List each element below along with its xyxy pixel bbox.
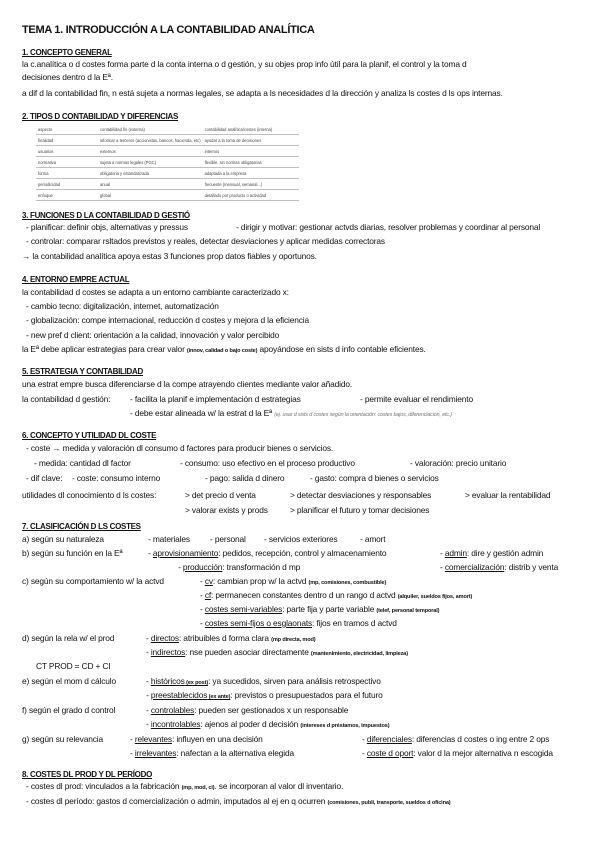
table-cell: frecuente (mensual, semanal...) [203,179,299,190]
bullet-line: - permite evaluar el rendimiento [360,394,473,404]
list-item: - preestablecidos (ex ante): previstos o presupuestados para el futuro [146,690,383,700]
bullet-line: - dif clave: [26,473,63,483]
bullet-line: - valoración: precio unitario [410,458,507,468]
table-cell: sujeta a normas legales (PGC) [98,157,203,168]
list-item: - servicios exteriores [264,534,338,544]
bullet-line: > evaluar la rentabilidad [465,490,551,500]
table-cell: flexible, sin normas obligatorias [203,157,299,168]
paragraph-line: la c.analítica o d costes forma parte d la conta interna o d gestión, y su objes prop info útil para la planif, el control y la toma d [22,59,467,69]
list-item: - costes semi-fijos o esglaonats: fijos en tramos d actvd [200,618,397,628]
list-item: - diferenciales: diferencias d costes o ing entre 2 ops [362,734,550,744]
classification-label: d) según la rela w/ el prod [22,633,115,643]
bullet-line: - new pref d client: orientación a la calidad, innovación y valor percibido [26,330,280,340]
bullet-line: > det precio d venta [185,490,256,500]
table-cell: externos [98,146,203,157]
classification-label: e) según el mom d cálculo [22,676,117,686]
table-cell: global [98,190,203,201]
page-title: TEMA 1. INTRODUCCIÓN A LA CONTABILIDAD ANALÍTICA [22,24,315,36]
list-item: - comercialización: distrib y venta [440,562,559,572]
list-item: - admin: dire y gestión admin [440,548,544,558]
table-cell: contabilidad analítica/costes (interna) [203,124,299,135]
list-item: - cv: cambian prop w/ la actvd (mp, comisiones, combustible) [200,576,387,586]
bullet-line: - pago: salida d dinero [205,473,285,483]
classification-label: g) según su relevancia [22,734,103,744]
table-cell: anual [98,179,203,190]
list-item: - controlables: pueden ser gestionados x un responsable [146,705,349,715]
table-row [36,135,299,146]
table-cell: finalidad [36,135,98,146]
summary-line: → la contabilidad analítica apoya estas 3 funciones prop datos fiables y oportunos. [22,251,317,261]
table-row [36,157,299,168]
table-row [36,168,299,179]
table-row [36,146,299,157]
list-item: - irrelevantes: nafectan a la alternativa elegida [130,748,294,758]
paragraph-line: decisiones dentro d la Eª. [22,72,113,82]
section-heading-coste: 6. CONCEPTO Y UTILIDAD DL COSTE [22,431,157,440]
table-row [36,124,299,135]
section-heading-tipos: 2. TIPOS D CONTABILIDAD Y DIFERENCIAS [22,112,179,121]
table-cell: internos [203,146,299,157]
table-cell: enfoque [36,190,98,201]
paragraph-line: la Eª debe aplicar estrategias para crear valor (innov, calidad o bajo coste) apoyándose en sists d info contable eficientes. [22,344,426,354]
table-cell: obligatoria y estandarizada [98,168,203,179]
bullet-line: - coste: consumo interno [72,473,161,483]
section-heading-estrategia: 5. ESTRATEGIA Y CONTABILIDAD [22,367,143,376]
section-heading-clasificacion: 7. CLASIFICACIÓN D LS COSTES [22,522,141,531]
label-line: utilidades dl conocimiento d ls costes: [22,490,157,500]
definition-line: - coste → medida y valoración dl consumo d factores para producir bienes o servicios. [26,443,334,453]
bullet-line: - debe estar alineada w/ la estrat d la Eª (ej. usar d sists d costes según la orientación: costes bajos, diferenciación, etc.) [130,408,452,418]
list-item: - coste d oport: valor d la mejor alternativa n escogida [362,748,553,758]
table-cell: detallado por producto o actividad [203,190,299,201]
table-cell: informar a terceros (accionistas, bancos, hacienda, etc) [98,135,203,146]
paragraph-line: a dif d la contabilidad fin, n está sujeta a normas legales, se adapta a ls necesidades d la dirección y analiza ls costes d ls ops internas. [22,88,503,98]
table-cell: ayudar a la toma de decisiones [203,135,299,146]
list-item: - incontrolables: ajenos al poder d decisión (intereses d préstamos, impuestos) [146,719,390,729]
section-heading-funciones: 3. FUNCIONES D LA CONTABILIDAD D GESTIÓ [22,211,190,220]
list-item: - directos: atribuibles d forma clara (mp directa, mod) [146,633,316,643]
table-cell: normativa [36,157,98,168]
bullet-line: - gasto: compra d bienes o servicios [310,473,439,483]
bullet-line: - controlar: comparar rsltados previstos y reales, detectar desviaciones y aplicar medidas correctoras [26,236,385,246]
bullet-line: > valorar exists y prods [185,505,268,515]
table-cell: contabilidad fin (externa) [98,124,203,135]
bullet-line: - dirigir y motivar: gestionar actvds diarias, resolver problemas y coordinar al personal [236,222,541,232]
bullet-line: - globalización: compe internacional, reducción d costes y mejora d la eficiencia [26,315,309,325]
bullet-line: - consumo: uso efectivo en el proceso productivo [180,458,355,468]
section-heading-concepto-general: 1. CONCEPTO GENERAL [22,48,112,57]
classification-label: b) según su función en la Eª [22,548,123,558]
table-cell: aspecto [36,124,98,135]
comparison-table [36,124,299,201]
bullet-line: - planificar: definir objs, alternativas y pressus [26,222,188,232]
section-heading-entorno: 4. ENTORNO EMPRE ACTUAL [22,275,130,284]
table-row [36,190,299,201]
bullet-line: > detectar desviaciones y responsables [290,490,432,500]
table-cell: usuarios [36,146,98,157]
list-item: - personal [210,534,246,544]
classification-label: a) según su naturaleza [22,534,104,544]
bullet-line: - medida: cantidad dl factor [34,458,131,468]
list-item: - históricos (ex post): ya sucedidos, sirven para análisis retrospectivo [146,676,381,686]
table-cell: periodicidad [36,179,98,190]
list-item: - aprovisionamiento: pedidos, recepción, control y almacenamiento [148,548,387,558]
list-item: - costes semi-variables: parte fija y parte variable (telef, personal temporal) [200,604,440,614]
list-item: - cf: permanecen constantes dentro d un rango d actvd (alquiler, sueldos fijos, amort) [200,590,473,600]
list-item: - amort [360,534,386,544]
bullet-line: - costes dl período: gastos d comercialización o admin, imputados al ej en q ocurren (comisiones, publi, transporte, sueldos d oficina) [26,796,451,806]
table-row [36,179,299,190]
section-heading-costes-periodo: 8. COSTES DL PROD Y DL PERÍODO [22,770,152,779]
classification-label: c) según su comportamiento w/ la actvd [22,576,164,586]
bullet-line: - cambio tecno: digitalización, internet, automatización [26,301,219,311]
list-item: - relevantes: influyen en una decisión [130,734,263,744]
table-cell: adaptada a la empresa [203,168,299,179]
list-item: - producción: transformación d mp [178,562,301,572]
list-item: - materiales [148,534,190,544]
formula: CT PROD = CD + CI [36,661,111,671]
list-item: - indirectos: nse pueden asociar directamente (mantenimiento, electricidad, limpieza) [146,647,408,657]
bullet-line: - facilita la planif e implementación d estrategias [130,394,301,404]
label-line: la contabilidad d gestión: [22,394,111,404]
bullet-line: > planificar el futuro y tomar decisiones [290,505,430,515]
bullet-line: - costes dl prod: vinculados a la fabricación (mp, mod, ci). se incorporan al valor dl inventario. [26,781,344,791]
classification-label: f) según el grado d control [22,705,116,715]
paragraph-line: una estrat empre busca diferenciarse d la compe atrayendo clientes mediante valor añadido. [22,379,353,389]
paragraph-line: la contabilidad d costes se adapta a un entorno cambiante caracterizado x: [22,287,289,297]
table-cell: forma [36,168,98,179]
